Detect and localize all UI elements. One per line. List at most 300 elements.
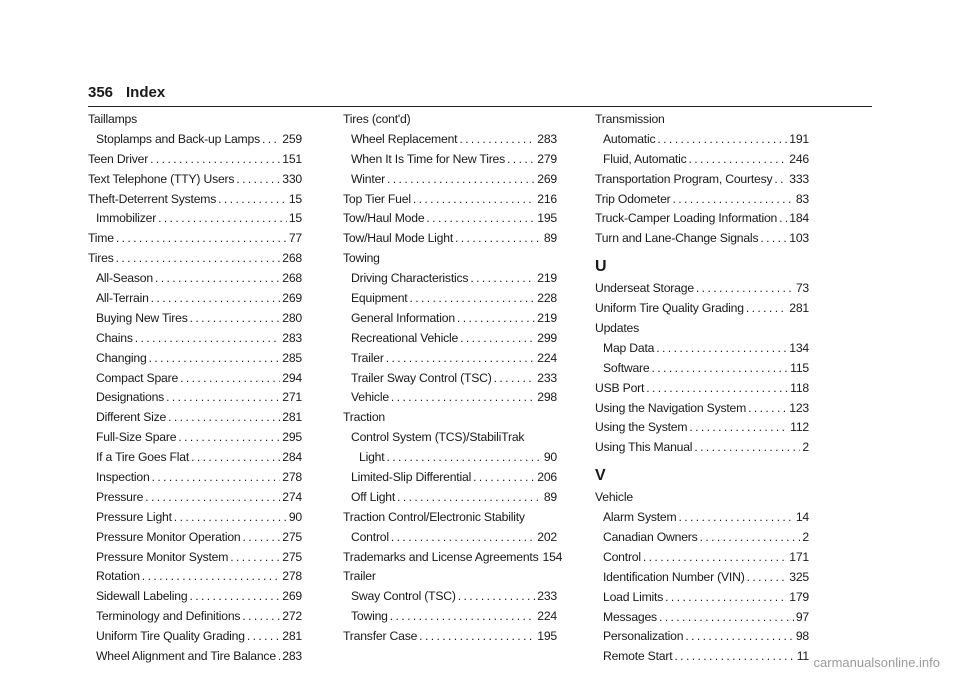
index-subentry <box>88 567 302 587</box>
entry-text: Transportation Program, Courtesy <box>595 171 773 186</box>
index-subentry <box>595 359 809 379</box>
entry-text: Trademarks and License Agreements <box>343 549 539 564</box>
index-subentry <box>88 408 302 428</box>
dot-leader <box>460 329 535 349</box>
index-subentry <box>88 269 302 289</box>
entry-text: General Information <box>351 310 455 325</box>
page-ref: 280 <box>282 310 302 325</box>
index-entry <box>343 567 557 587</box>
page-ref: 268 <box>282 251 302 266</box>
index-subentry <box>88 209 302 229</box>
page-ref: 283 <box>537 131 557 146</box>
dot-leader <box>659 608 794 628</box>
page-ref: 272 <box>282 609 302 624</box>
index-subentry <box>88 508 302 528</box>
dot-leader <box>760 229 787 249</box>
dot-leader <box>774 170 787 190</box>
index-entry <box>595 190 809 210</box>
dot-leader <box>262 130 280 150</box>
index-subentry <box>88 468 302 488</box>
index-subentry <box>88 289 302 309</box>
page-ref: 275 <box>282 529 302 544</box>
entry-text: Pressure Monitor Operation <box>96 529 241 544</box>
dot-leader <box>458 587 536 607</box>
index-entry <box>343 508 557 528</box>
dot-leader <box>166 388 280 408</box>
page-ref: 274 <box>282 489 302 504</box>
page-ref: 195 <box>537 629 557 644</box>
index-entry <box>595 379 809 399</box>
page-ref: 268 <box>282 271 302 286</box>
page-ref: 103 <box>789 231 809 246</box>
page-ref: 179 <box>789 589 809 604</box>
entry-text: Immobilizer <box>96 211 157 226</box>
dot-leader <box>180 369 280 389</box>
dot-leader <box>494 369 536 389</box>
page-ref: 123 <box>789 400 809 415</box>
dot-leader <box>696 279 794 299</box>
entry-text: Trip Odometer <box>595 191 671 206</box>
dot-leader <box>218 190 287 210</box>
page-ref: 246 <box>789 151 809 166</box>
index-subentry <box>343 468 557 488</box>
dot-leader <box>678 508 793 528</box>
entry-text: Full-Size Spare <box>96 430 177 445</box>
page-title: Index <box>126 84 166 101</box>
entry-text: Towing <box>343 251 380 266</box>
page-ref: 233 <box>537 589 557 604</box>
index-entry <box>595 488 809 508</box>
index-subentry <box>343 607 557 627</box>
index-column-middle <box>343 110 563 647</box>
entry-text: Control <box>351 529 389 544</box>
page-ref: 283 <box>282 649 302 664</box>
entry-text: Tow/Haul Mode Light <box>343 231 454 246</box>
entry-text: Trailer Sway Control (TSC) <box>351 370 492 385</box>
index-subentry <box>343 528 557 548</box>
dot-leader <box>155 269 280 289</box>
index-subentry <box>595 588 809 608</box>
dot-leader <box>665 588 787 608</box>
page-ref: 224 <box>537 350 557 365</box>
page-ref: 115 <box>790 360 809 375</box>
page-ref: 90 <box>288 509 302 524</box>
dot-leader <box>459 130 535 150</box>
entry-text: Sway Control (TSC) <box>351 589 456 604</box>
index-entry <box>595 299 809 319</box>
index-subentry <box>343 488 557 508</box>
entry-text: Tires <box>88 251 114 266</box>
page-ref: 284 <box>282 450 302 465</box>
page-ref: 271 <box>282 390 302 405</box>
page-ref: 224 <box>537 609 557 624</box>
entry-text: Sidewall Labeling <box>96 589 188 604</box>
index-subentry <box>595 548 809 568</box>
index-subentry <box>595 150 809 170</box>
page-ref: 219 <box>537 271 557 286</box>
dot-leader <box>643 548 787 568</box>
entry-text: Using the Navigation System <box>595 400 747 415</box>
index-subentry <box>88 130 302 150</box>
page-ref: 97 <box>795 609 809 624</box>
page-ref: 269 <box>282 589 302 604</box>
index-subentry <box>343 309 557 329</box>
page-ref: 281 <box>282 629 302 644</box>
index-subentry <box>343 289 557 309</box>
dot-leader <box>158 209 287 229</box>
entry-text: Control <box>603 549 641 564</box>
index-entry <box>88 150 302 170</box>
index-subentry <box>88 388 302 408</box>
entry-text: Remote Start <box>603 649 673 664</box>
dot-leader <box>391 528 535 548</box>
dot-leader <box>700 528 801 548</box>
dot-leader <box>685 627 794 647</box>
index-entry <box>343 209 557 229</box>
dot-leader <box>652 359 789 379</box>
entry-text: Software <box>603 360 650 375</box>
index-subentry <box>88 647 302 667</box>
dot-leader <box>247 627 280 647</box>
index-entry <box>88 170 302 190</box>
entry-text: Using the System <box>595 420 688 435</box>
page-ref: 295 <box>282 430 302 445</box>
dot-leader <box>387 170 535 190</box>
page-ref: 333 <box>789 171 809 186</box>
index-entry <box>595 110 809 130</box>
entry-text: Designations <box>96 390 165 405</box>
section-letter: V <box>595 467 606 485</box>
page-ref: 98 <box>795 629 809 644</box>
index-subentry <box>88 548 302 568</box>
page-header <box>88 84 872 107</box>
page-ref: 330 <box>282 171 302 186</box>
entry-text: Pressure <box>96 489 144 504</box>
dot-leader <box>142 567 280 587</box>
page-ref: 269 <box>537 171 557 186</box>
dot-leader <box>507 150 535 170</box>
dot-leader <box>116 249 281 269</box>
index-subentry <box>88 528 302 548</box>
dot-leader <box>391 388 535 408</box>
page-ref: 154 <box>542 549 563 564</box>
page-ref: 171 <box>789 549 809 564</box>
dot-leader <box>151 289 281 309</box>
entry-text: Winter <box>351 171 386 186</box>
dot-leader <box>694 438 800 458</box>
page-ref: 202 <box>537 529 557 544</box>
page-ref: 278 <box>282 470 302 485</box>
page-ref: 283 <box>282 330 302 345</box>
entry-text: Load Limits <box>603 589 664 604</box>
page-number: 356 <box>88 84 114 101</box>
dot-leader <box>473 468 535 488</box>
entry-text: Different Size <box>96 410 167 425</box>
index-column-right <box>595 110 809 667</box>
index-subentry <box>343 587 557 607</box>
page-ref: 269 <box>282 291 302 306</box>
watermark: carmanualsonline.info <box>813 655 940 670</box>
entry-text: Text Telephone (TTY) Users <box>88 171 235 186</box>
dot-leader <box>779 209 787 229</box>
index-subentry <box>88 369 302 389</box>
entry-text: Transfer Case <box>343 629 418 644</box>
dot-leader <box>145 488 280 508</box>
page-ref: 151 <box>282 151 302 166</box>
page-ref: 281 <box>282 410 302 425</box>
index-subentry <box>88 488 302 508</box>
page-ref: 11 <box>796 649 809 664</box>
index-subentry <box>343 269 557 289</box>
entry-text: Control System (TCS)/StabiliTrak <box>351 430 525 445</box>
dot-leader <box>455 229 542 249</box>
entry-text: Uniform Tire Quality Grading <box>595 301 744 316</box>
entry-text: If a Tire Goes Flat <box>96 450 190 465</box>
dot-leader <box>150 150 280 170</box>
page-ref: 134 <box>789 340 809 355</box>
page-ref: 325 <box>789 569 809 584</box>
index-entry <box>595 319 809 339</box>
index-column-left <box>88 110 302 667</box>
entry-text: Traction <box>343 410 385 425</box>
dot-leader <box>178 428 280 448</box>
dot-leader <box>135 329 281 349</box>
dot-leader <box>116 229 287 249</box>
index-entry <box>88 190 302 210</box>
dot-leader <box>168 408 280 428</box>
page-ref: 112 <box>790 420 809 435</box>
entry-text: Tires (cont'd) <box>343 112 411 126</box>
entry-text: Underseat Storage <box>595 281 694 296</box>
index-subentry <box>343 369 557 389</box>
page-ref: 184 <box>789 211 809 226</box>
index-entry <box>595 209 809 229</box>
page-ref: 77 <box>288 231 302 246</box>
index-entry <box>88 249 302 269</box>
page-ref: 259 <box>282 131 302 146</box>
index-subentry <box>595 508 809 528</box>
entry-text: Automatic <box>603 131 656 146</box>
index-subentry <box>343 428 557 448</box>
entry-text: Canadian Owners <box>603 530 698 545</box>
dot-leader <box>236 170 280 190</box>
dot-leader <box>748 399 787 419</box>
entry-text: Tow/Haul Mode <box>343 211 425 226</box>
entry-text: Time <box>88 231 114 246</box>
index-subentry <box>595 608 809 628</box>
index-subentry <box>88 428 302 448</box>
page-ref: 281 <box>789 301 809 316</box>
index-entry <box>343 190 557 210</box>
dot-leader <box>174 508 287 528</box>
entry-text: Rotation <box>96 569 140 584</box>
entry-text: Using This Manual <box>595 440 693 455</box>
entry-text: Equipment <box>351 291 408 306</box>
entry-text: Taillamps <box>88 112 137 126</box>
entry-text: USB Port <box>595 380 645 395</box>
index-entry <box>595 438 809 458</box>
page-ref: 2 <box>802 530 809 545</box>
page-ref: 15 <box>288 191 302 206</box>
entry-text: Transmission <box>595 112 665 126</box>
index-entry <box>343 229 557 249</box>
dot-leader <box>243 528 281 548</box>
entry-text: Traction Control/Electronic Stability <box>343 509 525 524</box>
index-entry <box>88 110 302 130</box>
entry-text: Alarm System <box>603 510 677 525</box>
dot-leader <box>190 309 281 329</box>
entry-text: Uniform Tire Quality Grading <box>96 629 245 644</box>
page-ref: 15 <box>288 211 302 226</box>
page-ref: 275 <box>282 549 302 564</box>
index-subentry <box>595 647 809 667</box>
index-subentry <box>88 587 302 607</box>
entry-text: Vehicle <box>595 490 633 505</box>
entry-text: Top Tier Fuel <box>343 191 411 206</box>
index-entry <box>595 418 809 438</box>
index-entry <box>595 229 809 249</box>
entry-text: Teen Driver <box>88 151 149 166</box>
index-subentry <box>88 448 302 468</box>
index-entry <box>343 110 557 130</box>
entry-text: Wheel Replacement <box>351 131 458 146</box>
entry-text: Stoplamps and Back-up Lamps <box>96 131 260 146</box>
entry-text: Changing <box>96 350 147 365</box>
dot-leader <box>689 150 788 170</box>
dot-leader <box>230 548 280 568</box>
index-subentry <box>88 349 302 369</box>
index-subentry <box>343 130 557 150</box>
entry-text: Limited-Slip Differential <box>351 470 472 485</box>
section-letter: U <box>595 258 607 276</box>
page-ref: 2 <box>802 440 809 455</box>
index-entry <box>343 548 563 568</box>
dot-leader <box>746 299 787 319</box>
entry-text: Personalization <box>603 629 684 644</box>
index-subentry <box>88 329 302 349</box>
entry-text: Identification Number (VIN) <box>603 569 745 584</box>
entry-text: Updates <box>595 321 639 336</box>
entry-text: Turn and Lane-Change Signals <box>595 231 759 246</box>
page-ref: 73 <box>795 281 809 296</box>
page-ref: 233 <box>537 370 557 385</box>
entry-text: Truck-Camper Loading Information <box>595 211 778 226</box>
index-entry <box>595 399 809 419</box>
index-subentry <box>595 528 809 548</box>
entry-text: Towing <box>351 609 388 624</box>
index-subentry <box>88 607 302 627</box>
index-subentry <box>88 309 302 329</box>
entry-text: Driving Characteristics <box>351 271 469 286</box>
page-ref: 299 <box>537 330 557 345</box>
page-ref: 206 <box>537 470 557 485</box>
index-entry <box>88 229 302 249</box>
page-ref: 118 <box>790 380 809 395</box>
entry-text: All-Season <box>96 271 153 286</box>
index-subentry <box>343 150 557 170</box>
index-subentry <box>88 627 302 647</box>
index-subentry <box>343 329 557 349</box>
index-subentry <box>343 170 557 190</box>
dot-leader <box>747 568 788 588</box>
entry-text: Fluid, Automatic <box>603 151 687 166</box>
dot-leader <box>674 647 794 667</box>
index-subentry <box>595 627 809 647</box>
dot-leader <box>390 607 536 627</box>
dot-leader <box>689 418 788 438</box>
dot-leader <box>656 339 787 359</box>
page-ref: 89 <box>543 231 557 246</box>
index-entry <box>343 249 557 269</box>
dot-leader <box>191 448 280 468</box>
dot-leader <box>397 488 542 508</box>
page-ref: 298 <box>537 390 557 405</box>
entry-text: Theft-Deterrent Systems <box>88 191 217 206</box>
entry-text: Wheel Alignment and Tire Balance <box>96 649 276 664</box>
index-subentry <box>343 388 557 408</box>
dot-leader <box>149 349 281 369</box>
entry-text: Pressure Light <box>96 509 172 524</box>
page-ref: 228 <box>537 291 557 306</box>
page-ref: 285 <box>282 350 302 365</box>
entry-text: Messages <box>603 609 657 624</box>
page-ref: 219 <box>537 310 557 325</box>
entry-text: Chains <box>96 330 133 345</box>
entry-text: All-Terrain <box>96 291 149 306</box>
page-ref: 278 <box>282 569 302 584</box>
dot-leader <box>189 587 280 607</box>
dot-leader <box>413 190 535 210</box>
index-subentry <box>595 130 809 150</box>
page-ref: 90 <box>543 450 557 465</box>
dot-leader <box>386 448 541 468</box>
entry-text: Trailer <box>351 350 384 365</box>
page-ref: 294 <box>282 370 302 385</box>
page-ref: 216 <box>537 191 557 206</box>
page-ref: 89 <box>543 489 557 504</box>
dot-leader <box>470 269 535 289</box>
entry-text: Terminology and Definitions <box>96 609 241 624</box>
entry-text: Off Light <box>351 489 396 504</box>
index-subentry <box>343 448 557 468</box>
entry-text: Compact Spare <box>96 370 179 385</box>
dot-leader <box>409 289 535 309</box>
dot-leader <box>646 379 788 399</box>
dot-leader <box>673 190 794 210</box>
dot-leader <box>152 468 281 488</box>
page-ref: 191 <box>789 131 809 146</box>
page-ref: 279 <box>537 151 557 166</box>
entry-text: Inspection <box>96 470 150 485</box>
dot-leader <box>242 607 280 627</box>
entry-text: Trailer <box>343 569 376 584</box>
entry-text: Map Data <box>603 340 655 355</box>
entry-text: Recreational Vehicle <box>351 330 459 345</box>
index-entry <box>595 170 809 190</box>
dot-leader <box>278 647 280 667</box>
index-entry <box>595 279 809 299</box>
dot-leader <box>419 627 535 647</box>
dot-leader <box>426 209 535 229</box>
index-entry <box>343 408 557 428</box>
page-ref: 83 <box>795 191 809 206</box>
index-subentry <box>343 349 557 369</box>
page-ref: 195 <box>537 211 557 226</box>
index-subentry <box>595 568 809 588</box>
entry-text: Light <box>359 450 385 465</box>
entry-text: Pressure Monitor System <box>96 549 229 564</box>
dot-leader <box>657 130 787 150</box>
